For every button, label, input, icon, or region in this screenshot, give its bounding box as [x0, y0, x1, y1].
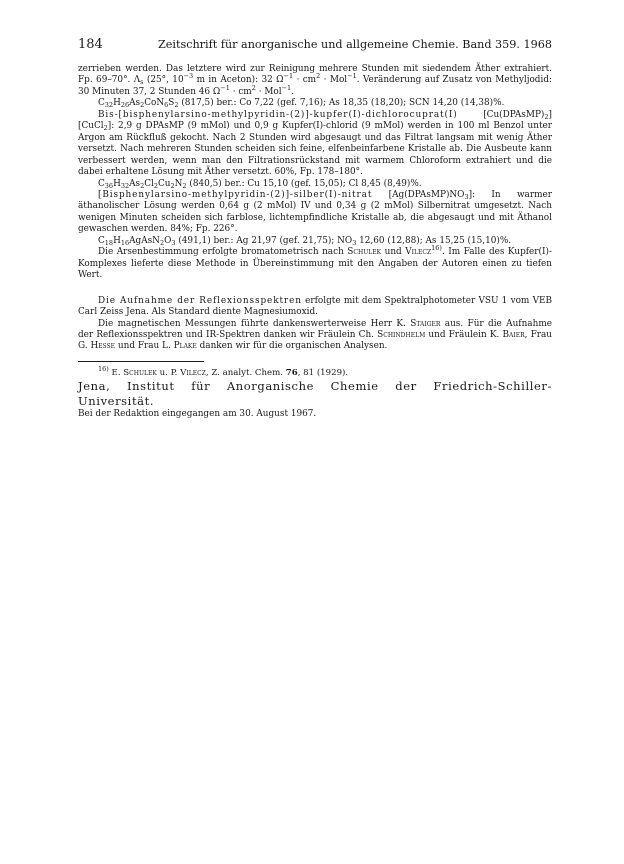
running-title: Zeitschrift für anorganische und allgemeine Chemie. Band 359. 1968 [158, 38, 552, 51]
journal-page [78, 38, 552, 420]
paragraph-copper-complex: Bis-[bisphenylarsino-methylpyridin-(2)]-kupfer(I)-dichlorocuprat(I) $[Cu(DPAsMP)_2][CuCl_2]$: 2,9 g DPAsMP (9 mMol) und 0,9 g Kupfer(I)-chlorid (9 mMol) werden in 100 ml Benzol unter Argon am Rückfluß gekocht. Nach 2 Stunden wird abgesaugt und das Filtrat langsam mit wenig Äther versetzt. Nach mehreren Stunden scheiden sich feine, elfenbeinfarbene Kristalle ab. Die Ausbeute kann verbessert werden, wenn man den Filtrationsrückstand mit warmem Chloroform extrahiert und die dabei erhaltene Lösung mit Äther versetzt. 60%, Fp. 178–180°. [78, 109, 552, 178]
analysis-cobalt-complex: $C_{32}H_{26}As_2CoN_6S_2$ (817,5) ber.: Co 7,22 (gef. 7,16); As 18,35 (18,20); SCN 14,20 (14,38)%. [98, 98, 505, 110]
paragraph-ether-extraction: zerrieben werden. Das letztere wird zur Reinigung mehrere Stunden mit siedendem Äther extrahiert. Fp. 69–70°. $\Lambda_s$ (25°, $10^{-3}$ m in Aceton): 32 $\Omega^{-1} \cdot cm^2 \cdot Mol^{-1}$. Veränderung auf Zusatz von Methyljodid: 30 Minuten 37, 2 Stunden 46 $\Omega^{-1} \cdot cm^2 \cdot Mol^{-1}$. [78, 64, 553, 97]
page-number: 184 [78, 37, 103, 52]
analysis-silver-complex: $C_{18}H_{16}AgAsN_2O_3$ (491,1) ber.: Ag 21,97 (gef. 21,75); $NO_3$ 12,60 (12,88); As 15,25 (15,10)%. [98, 235, 512, 247]
footnote: $^{16)}$ E. Schulek u. P. Vilecz, Z. analyt. Chem. 76, 81 (1929). [98, 364, 349, 378]
compound-name-silver: [Bisphenylarsino-methylpyridin-(2)]-silber(I)-nitrat [98, 189, 373, 200]
paragraph-reflection-spectra: Die Aufnahme der Reflexionsspektren erfolgte mit dem Spektralphotometer VSU 1 vom VEB Carl Zeiss Jena. Als Standard diente Magnesiumoxid. [78, 295, 552, 318]
article-body [78, 64, 552, 420]
footnote-reference: 16) [431, 244, 442, 253]
analysis-copper-complex: $C_{36}H_{32}As_2Cl_2Cu_2N_2$ (840,5) ber.: Cu 15,10 (gef. 15,05); Cl 8,45 (8,49)%. [98, 178, 422, 190]
received-date: Bei der Redaktion eingegangen am 30. August 1967. [78, 408, 317, 419]
page-header [78, 38, 552, 52]
compound-name-copper: Bis-[bisphenylarsino-methylpyridin-(2)]-kupfer(I)-dichlorocuprat(I) [98, 109, 458, 120]
institute-affiliation: Jena, Institut für Anorganische Chemie der Friedrich-Schiller-Universität. [78, 378, 552, 408]
footnote-divider [78, 361, 204, 362]
paragraph-arsenic-determination: Die Arsenbestimmung erfolgte bromatometrisch nach Schulek und Vilecz$^{16)}$. Im Falle des Kupfer(I)-Komplexes lieferte diese Methode in Übereinstimmung mit den Angaben der Autoren einen zu tiefen Wert. [78, 244, 552, 281]
paragraph-silver-complex: [Bisphenylarsino-methylpyridin-(2)]-silber(I)-nitrat $[Ag(DPAsMP)NO_3]$: In warmer äthanolischer Lösung werden 0,64 g (2 mMol) IV und 0,34 g (2 mMol) Silbernitrat umgesetzt. Nach wenigen Minuten scheiden sich farblose, lichtempfindliche Kristalle ab, die abgesaugt und mit Äthanol gewaschen werden. 84%; Fp. 226°. [78, 189, 552, 235]
paragraph-acknowledgements: Die magnetischen Messungen führte dankenswerterweise Herr K. Staiger aus. Für die Aufnahme der Reflexionsspektren und IR-Spektren danken wir Fräulein Ch. Schindhelm und Fräulein K. Baier, Frau G. Hesse und Frau L. Plake danken wir für die organischen Analysen. [78, 318, 552, 352]
